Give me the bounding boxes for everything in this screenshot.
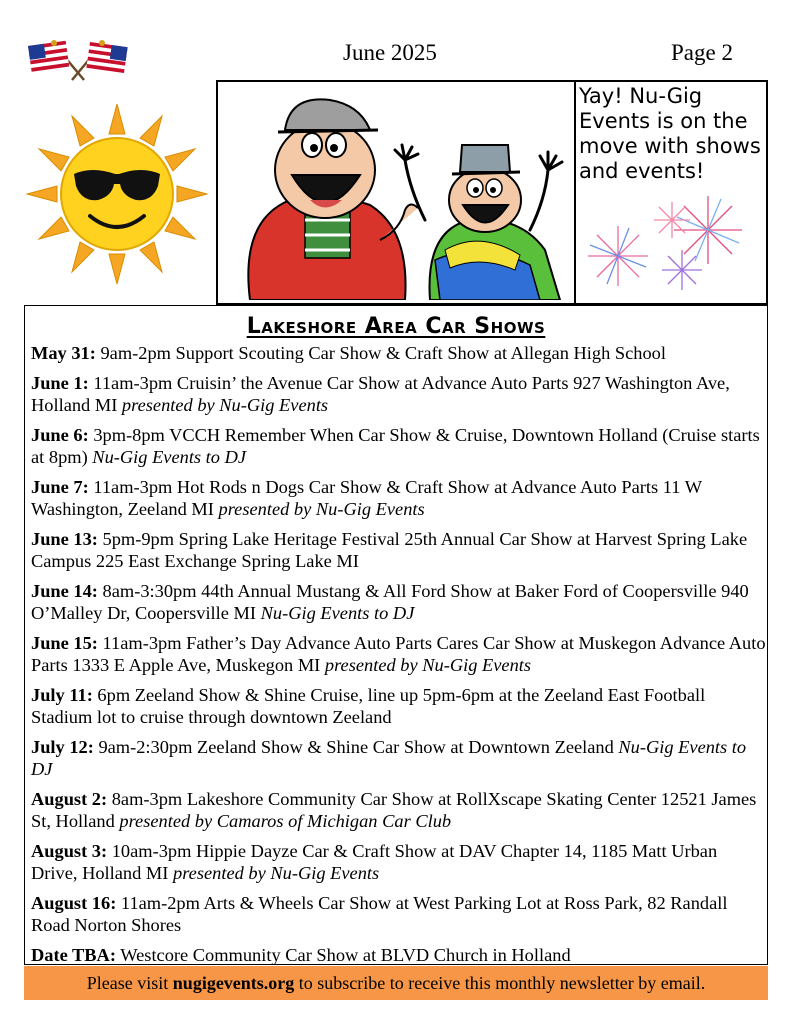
event-date: June 1:: [31, 373, 89, 393]
footer-text-post: to subscribe to receive this monthly newsletter by email.: [294, 973, 706, 993]
event-date: June 7:: [31, 477, 89, 497]
event-item: [31, 424, 767, 468]
section-title: Lakeshore Area Car Shows: [246, 314, 546, 339]
event-description: 10am-3pm Hippie Dayze Car & Craft Show at DAV Chapter 14, 1185 Matt Urban Drive, Holland MI: [31, 841, 718, 883]
event-item: [31, 840, 767, 884]
event-item: [31, 342, 767, 364]
event-note: presented by Camaros of Michigan Car Club: [119, 811, 452, 831]
event-note: presented by Nu-Gig Events: [324, 655, 532, 675]
event-description: 11am-3pm Cruisin’ the Avenue Car Show at Advance Auto Parts 927 Washington Ave, Holland MI: [31, 373, 730, 415]
page-number: Page 2: [671, 40, 733, 65]
cheering-cartoon-characters-icon: [230, 90, 570, 300]
event-item: [31, 944, 767, 966]
newsletter-date: June 2025: [343, 40, 437, 65]
sun-icon: [22, 104, 212, 284]
event-date: July 11:: [31, 685, 93, 705]
event-description: 11am-2pm Arts & Wheels Car Show at West Parking Lot at Ross Park, 82 Randall Road Norton Shores: [31, 893, 728, 935]
website-link[interactable]: nugigevents.org: [172, 973, 295, 993]
event-note: presented by Nu-Gig Events: [121, 395, 329, 415]
event-description: 11am-3pm Father’s Day Advance Auto Parts Cares Car Show at Muskegon Advance Auto Parts 1333 E Apple Ave, Muskegon MI: [31, 633, 766, 675]
event-item: [31, 372, 767, 416]
event-description: 8am-3pm Lakeshore Community Car Show at RollXscape Skating Center 12521 James St, Holland: [31, 789, 757, 831]
event-description: 5pm-9pm Spring Lake Heritage Festival 25th Annual Car Show at Harvest Spring Lake Campus 225 East Exchange Spring Lake MI: [31, 529, 748, 571]
event-date: August 2:: [31, 789, 108, 809]
event-description: 9am-2pm Support Scouting Car Show & Craft Show at Allegan High School: [95, 343, 666, 363]
event-note: Nu-Gig Events to DJ: [92, 447, 247, 467]
event-description: Westcore Community Car Show at BLVD Church in Holland: [115, 945, 571, 965]
event-item: [31, 632, 767, 676]
event-item: [31, 892, 767, 936]
event-note: Nu-Gig Events to DJ: [31, 737, 747, 779]
event-item: [31, 476, 767, 520]
event-note: presented by Nu-Gig Events: [218, 499, 425, 519]
event-note: Nu-Gig Events to DJ: [260, 603, 415, 623]
event-date: June 13:: [31, 529, 98, 549]
event-description: 11am-3pm Hot Rods n Dogs Car Show & Craft Show at Advance Auto Parts 11 W Washington, Zeeland MI: [31, 477, 702, 519]
footer-text-pre: Please visit: [86, 973, 173, 993]
event-date: July 12:: [31, 737, 94, 757]
speech-bubble-text: Yay! Nu-Gig Events is on the move with shows and events!: [579, 84, 761, 183]
event-date: Date TBA:: [31, 945, 116, 965]
event-description: 8am-3:30pm 44th Annual Mustang & All Ford Show at Baker Ford of Coopersville 940 O’Malley Dr, Coopersville MI: [31, 581, 749, 623]
crossed-flags-icon: [26, 34, 130, 82]
event-description: 6pm Zeeland Show & Shine Cruise, line up 5pm-6pm at the Zeeland East Football Stadium lot to cruise through downtown Zeeland: [31, 685, 706, 727]
comic-divider: [574, 80, 576, 305]
event-date: August 16:: [31, 893, 117, 913]
event-item: [31, 580, 767, 624]
event-item: [31, 684, 767, 728]
event-item: [31, 528, 767, 572]
event-date: May 31:: [31, 343, 96, 363]
car-shows-section: [24, 305, 768, 965]
event-date: August 3:: [31, 841, 108, 861]
event-item: [31, 736, 767, 780]
subscribe-footer: [24, 966, 768, 1000]
event-description: 9am-2:30pm Zeeland Show & Shine Car Show at Downtown Zeeland: [93, 737, 619, 757]
fireworks-icon: [580, 190, 762, 298]
event-list: [31, 342, 767, 974]
event-date: June 6:: [31, 425, 89, 445]
event-date: June 14:: [31, 581, 98, 601]
event-note: presented by Nu-Gig Events: [173, 863, 380, 883]
event-date: June 15:: [31, 633, 98, 653]
event-description: 3pm-8pm VCCH Remember When Car Show & Cruise, Downtown Holland (Cruise starts at 8pm): [31, 425, 760, 467]
event-item: [31, 788, 767, 832]
